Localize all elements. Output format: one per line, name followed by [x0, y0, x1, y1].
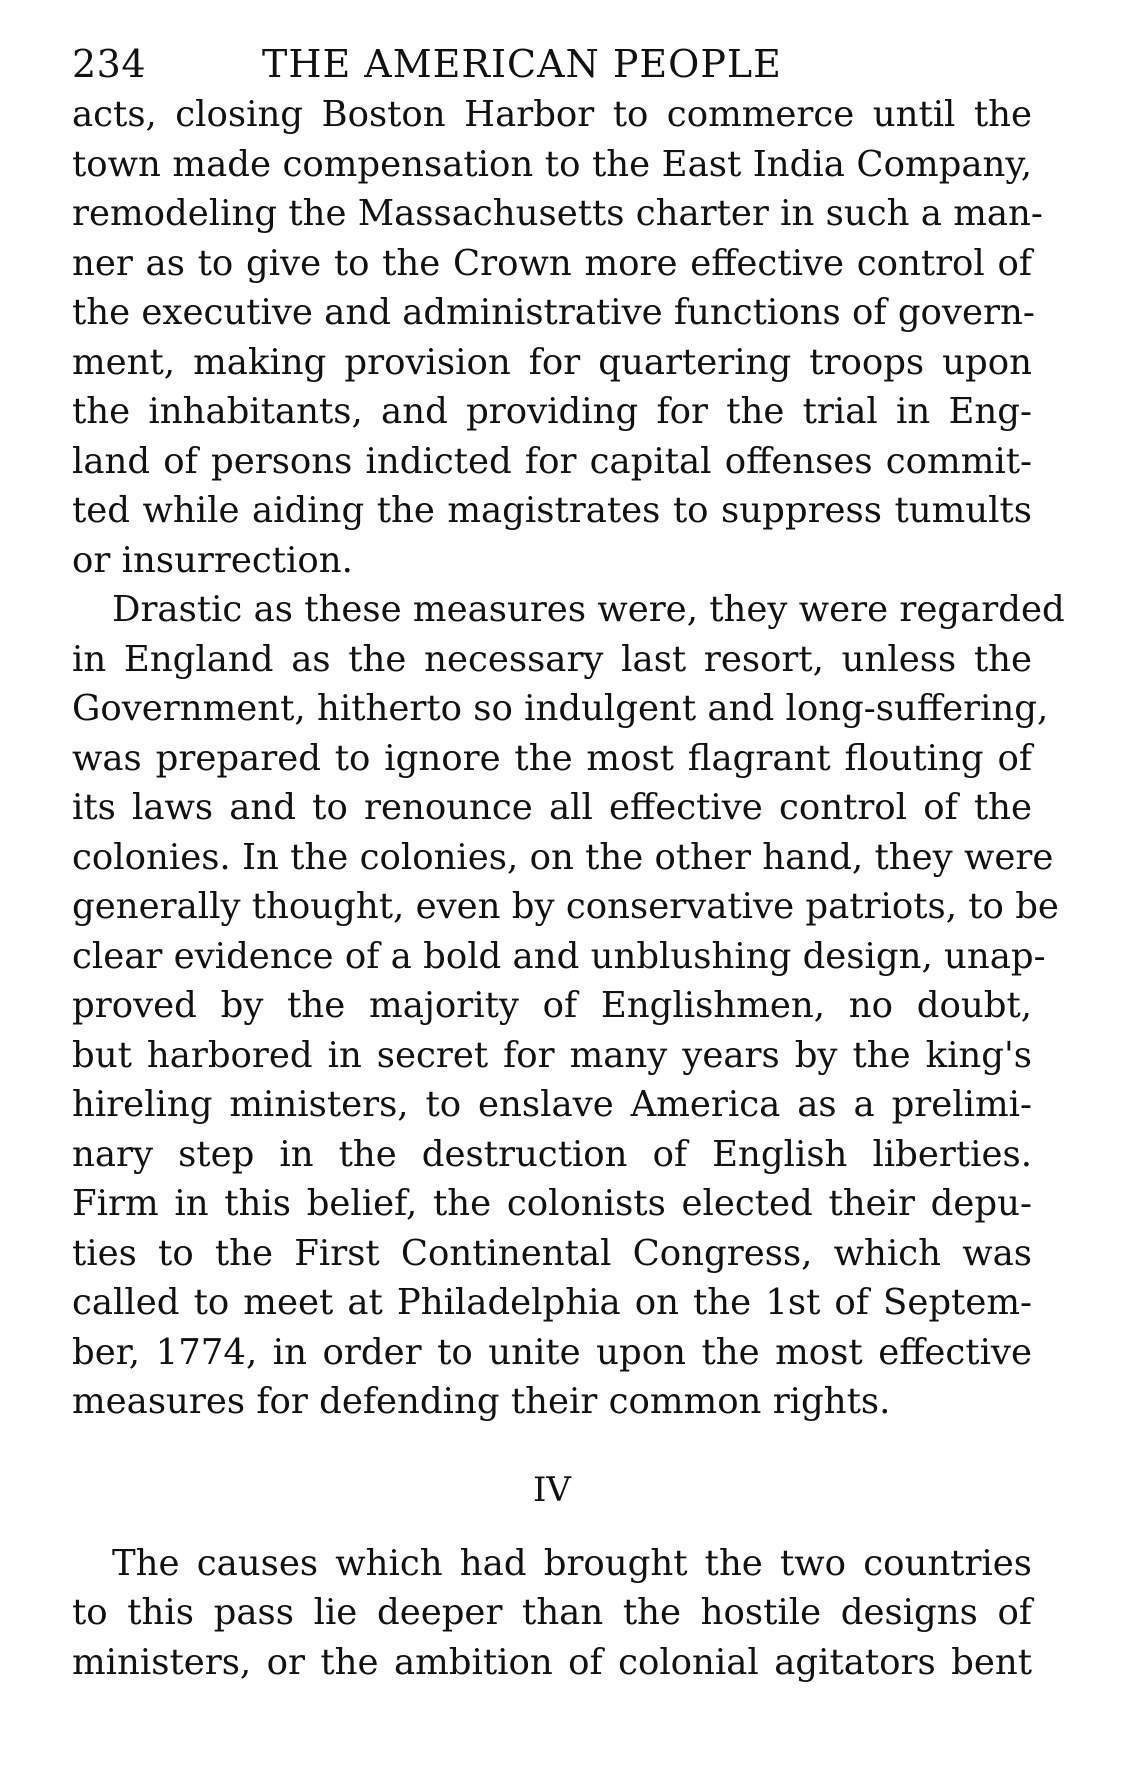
text-line: ted while aiding the magistrates to suppress tumults	[72, 490, 1032, 531]
text-line: ties to the First Continental Congress, which was	[72, 1232, 1032, 1274]
paragraph-3	[72, 1539, 1032, 1688]
text-line: acts, closing Boston Harbor to commerce until the	[72, 94, 1032, 135]
book-page	[72, 38, 1065, 1687]
paragraph-2	[72, 585, 1065, 1427]
section-heading: IV	[533, 1469, 571, 1510]
text-line: its laws and to renounce all effective control of the	[72, 787, 1032, 828]
text-line: the executive and administrative functions of govern-	[72, 292, 1035, 333]
text-line: land of persons indicted for capital offenses commit-	[72, 440, 1032, 482]
text-line: remodeling the Massachusetts charter in such a man-	[72, 193, 1043, 234]
text-line: in England as the necessary last resort, unless the	[72, 638, 1032, 680]
text-line: colonies. In the colonies, on the other hand, they were	[72, 836, 1054, 878]
text-line: Firm in this belief, the colonists elected their depu-	[72, 1183, 1032, 1224]
text-line: the inhabitants, and providing for the trial in Eng-	[72, 391, 1032, 432]
text-line: ministers, or the ambition of colonial agitators bent	[72, 1641, 1032, 1683]
page-number: 234	[72, 42, 147, 86]
text-line: measures for defending their common rights.	[72, 1381, 891, 1422]
text-line: The causes which had brought the two countries	[112, 1542, 1032, 1584]
text-line: or insurrection.	[72, 539, 353, 581]
running-header	[72, 38, 1032, 90]
text-line: called to meet at Philadelphia on the 1st of Septem-	[72, 1282, 1032, 1323]
text-line: but harbored in secret for many years by the king's	[72, 1034, 1032, 1076]
text-line: generally thought, even by conservative patriots, to be	[72, 886, 1059, 927]
text-line: ner as to give to the Crown more effective control of	[72, 242, 1032, 284]
running-title: THE AMERICAN PEOPLE	[262, 42, 782, 86]
text-line: Government, hitherto so indulgent and long-suffering,	[72, 688, 1049, 729]
paragraph-1	[72, 90, 1043, 585]
text-line: town made compensation to the East India Company,	[72, 143, 1032, 185]
text-line: nary step in the destruction of English liberties.	[72, 1133, 1032, 1175]
text-line: to this pass lie deeper than the hostile designs of	[72, 1592, 1032, 1633]
text-line: ber, 1774, in order to unite upon the most effective	[72, 1331, 1032, 1373]
text-line: Drastic as these measures were, they were regarded	[112, 589, 1065, 630]
text-line: clear evidence of a bold and unblushing design, unap-	[72, 935, 1046, 977]
text-line: ment, making provision for quartering troops upon	[72, 341, 1032, 383]
text-line: was prepared to ignore the most flagrant flouting of	[72, 737, 1032, 779]
text-line: proved by the majority of Englishmen, no doubt,	[72, 985, 1032, 1026]
text-line: hireling ministers, to enslave America as a prelimi-	[72, 1084, 1032, 1125]
